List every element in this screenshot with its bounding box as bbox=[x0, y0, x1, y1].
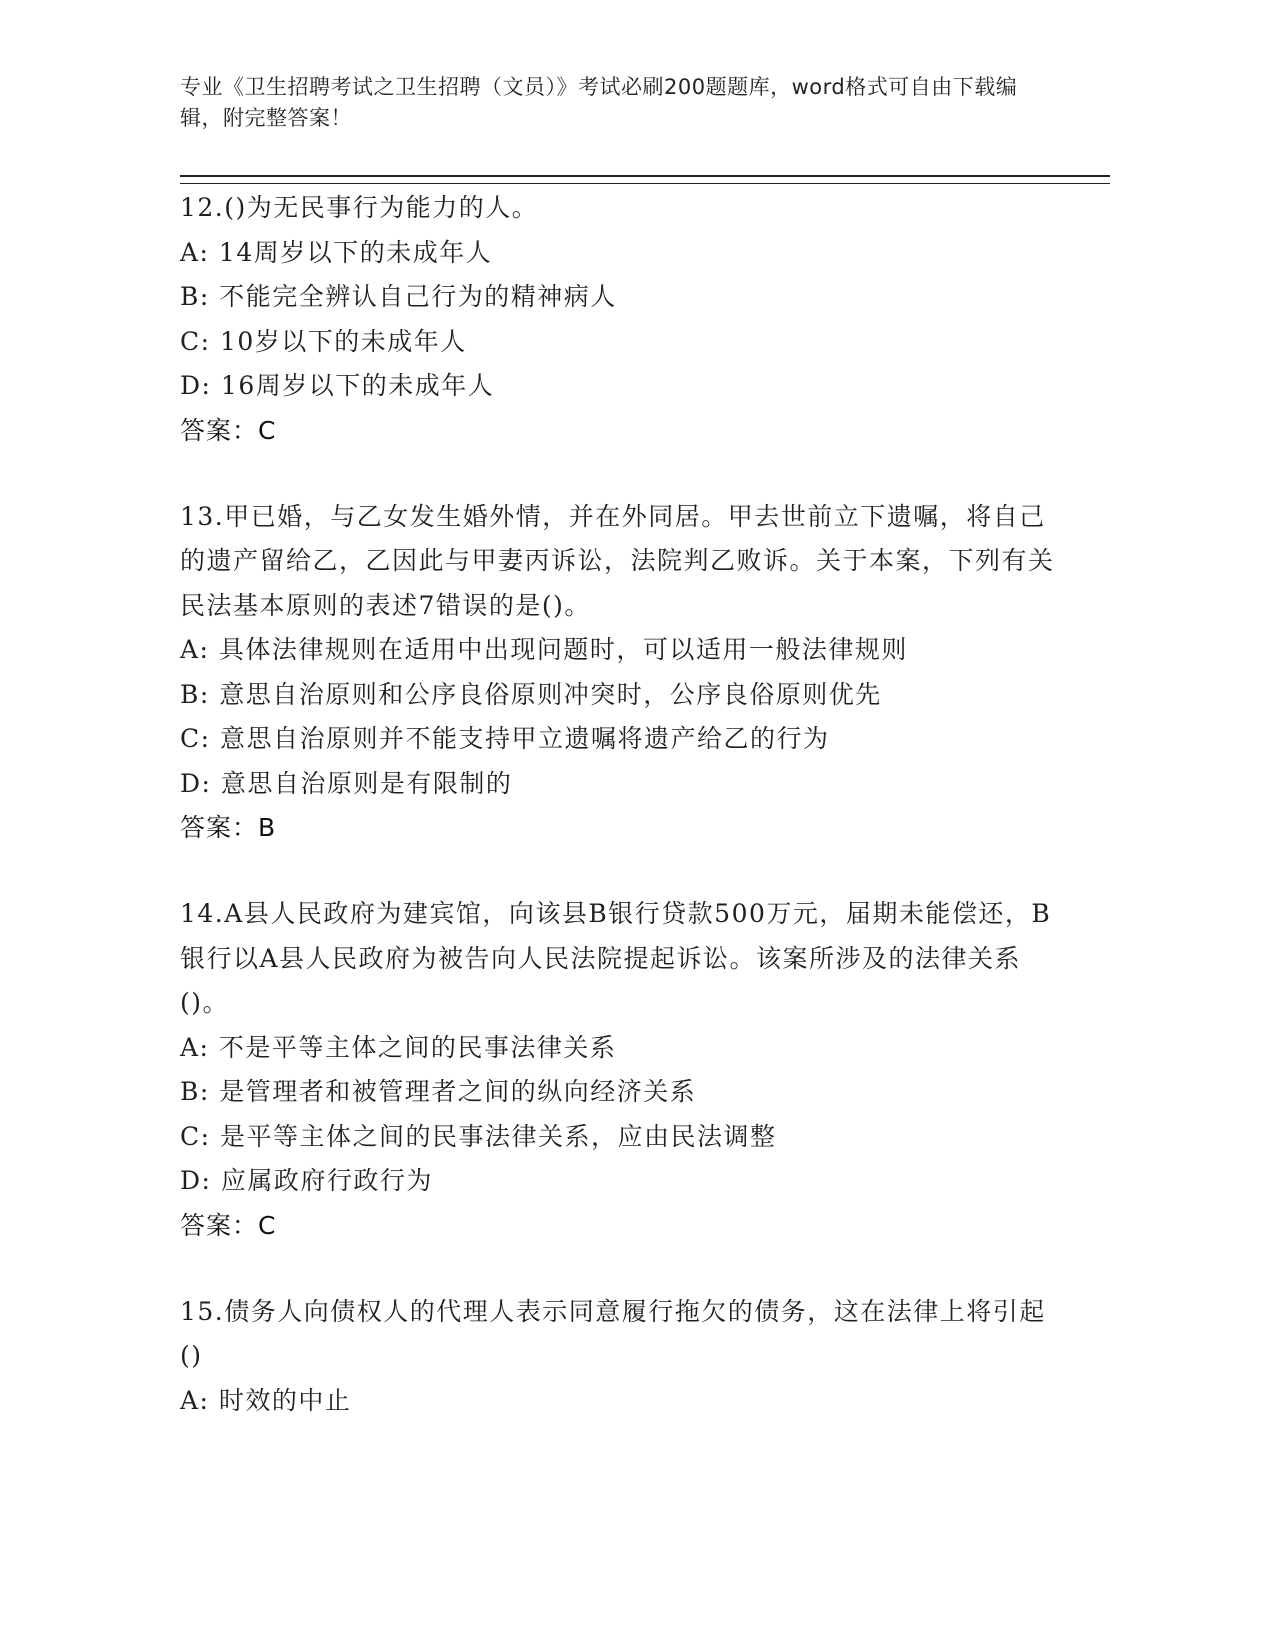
option-d: D: 应属政府行政行为 bbox=[180, 1166, 433, 1195]
option-a: A: 时效的中止 bbox=[180, 1385, 352, 1415]
question-stem: 13.甲已婚，与乙女发生婚外情，并在外同居。甲去世前立下遗嘱，将自己的遗产留给乙，乙因此与甲妻丙诉讼，法院判乙败诉。关于本案，下列有关民法基本原则的表述7错误的是()。 bbox=[180, 501, 1055, 620]
option-c: C: 是平等主体之间的民事法律关系，应由民法调整 bbox=[180, 1121, 777, 1151]
header-text: 专业《卫生招聘考试之卫生招聘（文员）》考试必刷200题题库，word格式可自由下载编辑，附完整答案！ bbox=[180, 75, 1018, 130]
answer-line: 答案：B bbox=[180, 813, 277, 842]
question-stem: 14.A县人民政府为建宾馆，向该县B银行贷款500万元，届期未能偿还，B银行以A县人民政府为被告向人民法院提起诉讼。该案所涉及的法律关系()。 bbox=[180, 899, 1052, 1017]
question-stem: 15.债务人向债权人的代理人表示同意履行拖欠的债务，这在法律上将引起() bbox=[180, 1296, 1046, 1370]
option-c: C: 10岁以下的未成年人 bbox=[180, 326, 467, 356]
header-divider bbox=[180, 175, 1110, 184]
question-12 bbox=[180, 186, 1080, 453]
question-14 bbox=[180, 892, 1080, 1248]
option-d: D: 16周岁以下的未成年人 bbox=[180, 371, 495, 400]
option-b: B: 意思自治原则和公序良俗原则冲突时，公序良俗原则优先 bbox=[180, 679, 882, 709]
option-a: A: 不是平等主体之间的民事法律关系 bbox=[180, 1032, 617, 1062]
option-b: B: 是管理者和被管理者之间的纵向经济关系 bbox=[180, 1077, 697, 1106]
question-stem: 12.()为无民事行为能力的人。 bbox=[180, 193, 539, 222]
question-15 bbox=[180, 1290, 1080, 1424]
option-a: A: 具体法律规则在适用中出现问题时，可以适用一般法律规则 bbox=[180, 635, 908, 664]
answer-line: 答案：C bbox=[180, 1210, 277, 1240]
question-13 bbox=[180, 495, 1080, 851]
answer-line: 答案：C bbox=[180, 415, 277, 445]
question-list bbox=[180, 186, 1080, 1465]
option-c: C: 意思自治原则并不能支持甲立遗嘱将遗产给乙的行为 bbox=[180, 724, 830, 753]
option-b: B: 不能完全辨认自己行为的精神病人 bbox=[180, 282, 617, 311]
option-d: D: 意思自治原则是有限制的 bbox=[180, 768, 513, 798]
option-a: A: 14周岁以下的未成年人 bbox=[180, 237, 493, 267]
document-header bbox=[180, 72, 1060, 134]
